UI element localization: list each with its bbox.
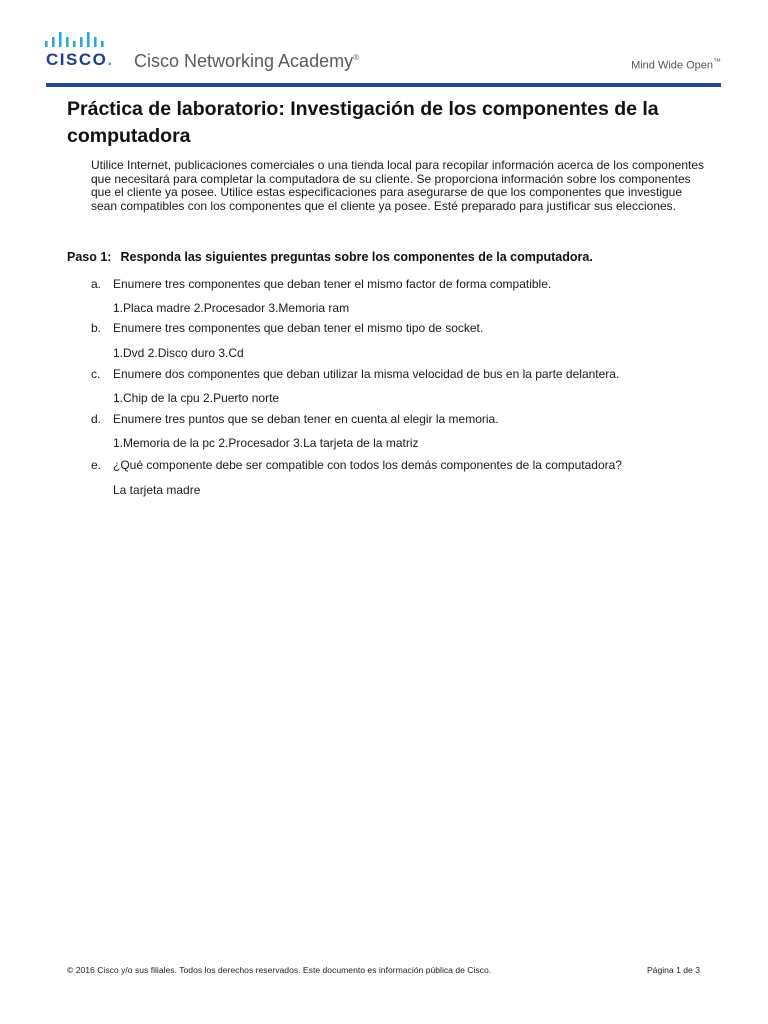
page-header xyxy=(0,0,768,90)
question-letter: a. xyxy=(91,277,102,291)
answer-a: 1.Placa madre 2.Procesador 3.Memoria ram xyxy=(113,301,350,315)
step-heading xyxy=(67,250,727,264)
question-text: Enumere dos componentes que deban utilizar la misma velocidad de bus en la parte delantera. xyxy=(113,367,620,381)
answer-c: 1.Chip de la cpu 2.Puerto norte xyxy=(113,391,280,405)
question-letter: d. xyxy=(91,412,102,426)
step-number: Paso 1: xyxy=(67,250,112,264)
question-letter: b. xyxy=(91,321,102,335)
cisco-logo: CISCO. xyxy=(46,50,114,69)
header-divider xyxy=(46,83,721,87)
document-title: Práctica de laboratorio: Investigación de los componentes de la computadora xyxy=(67,98,659,147)
question-text: Enumere tres componentes que deban tener el mismo factor de forma compatible. xyxy=(113,277,552,291)
footer-copyright: © 2016 Cisco y/o sus filiales. Todos los derechos reservados. Este documento es información pública de Cisco. xyxy=(67,965,492,975)
academy-name: Cisco Networking Academy® xyxy=(134,51,359,71)
answer-e: La tarjeta madre xyxy=(113,483,201,497)
question-letter: c. xyxy=(91,367,101,381)
answer-d: 1.Memoria de la pc 2.Procesador 3.La tarjeta de la matriz xyxy=(113,436,419,450)
intro-paragraph: Utilice Internet, publicaciones comerciales o una tienda local para recopilar información acerca de los componentes que necesitará para completar la computadora de su cliente. Se proporciona información sobre los componentes que el cliente ya posee. Utilice estas especificaciones para asegurarse de que los componentes que investigue sean compatibles con los componentes que el cliente ya posee. Esté preparado para justificar sus elecciones. xyxy=(91,158,704,213)
tagline: Mind Wide Open™ xyxy=(631,57,721,72)
answer-b: 1.Dvd 2.Disco duro 3.Cd xyxy=(113,346,244,360)
cisco-logo-bars-icon xyxy=(45,31,115,51)
step-label: Responda las siguientes preguntas sobre los componentes de la computadora. xyxy=(120,250,593,264)
question-letter: e. xyxy=(91,458,102,472)
question-text: Enumere tres componentes que deban tener el mismo tipo de socket. xyxy=(113,321,484,335)
question-text: ¿Qué componente debe ser compatible con todos los demás componentes de la computadora? xyxy=(113,458,622,472)
question-text: Enumere tres puntos que se deban tener en cuenta al elegir la memoria. xyxy=(113,412,499,426)
footer-page-number: Página 1 de 3 xyxy=(646,965,700,975)
